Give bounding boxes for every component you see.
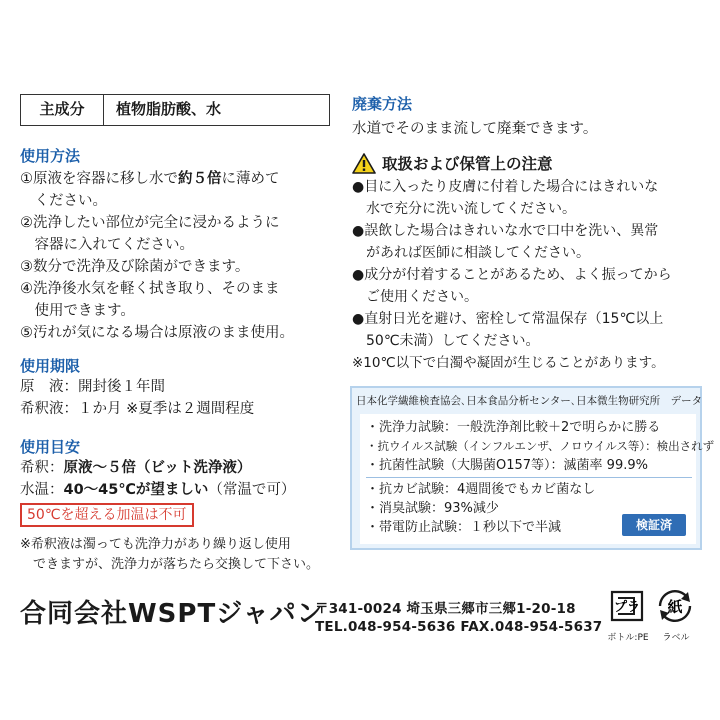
pla-label: ボトル:PE xyxy=(607,633,649,643)
caution-line-7: ●直射日光を避け、密栓して常温保存（15℃以上 xyxy=(352,311,664,327)
caution-line-5: ●成分が付着することがあるため、よく振ってから xyxy=(352,267,672,283)
pla-symbol: プラ xyxy=(613,600,641,615)
usage-line-5: ③数分で洗浄及び除菌ができます。 xyxy=(20,259,250,275)
paper-recycle-mark xyxy=(652,586,700,643)
caution-line-2: 水で充分に洗い流してください。 xyxy=(352,201,576,217)
company-address: 〒341-0024 埼玉県三郷市三郷1-20-18 xyxy=(315,601,576,617)
disposal-section xyxy=(352,94,597,140)
ingredients-box xyxy=(20,94,330,126)
paper-symbol: 紙 xyxy=(667,598,683,616)
verified-badge: 検証済 xyxy=(622,514,686,536)
disposal-heading: 廃棄方法 xyxy=(352,95,413,113)
paper-label: ラベル xyxy=(662,633,690,643)
usage-section xyxy=(20,146,294,344)
test-antibacterial: ・抗菌性試験（大腸菌O157等）：滅菌率 99.9% xyxy=(366,458,648,473)
usage-line-6: ④洗浄後水気を軽く拭き取り、そのまま xyxy=(20,281,280,297)
guide-section xyxy=(20,437,319,575)
ingredients-label: 主成分 xyxy=(21,95,104,125)
usage-line-1: ①原液を容器に移し水で約５倍に薄めて xyxy=(20,171,280,187)
caution-line-3: ●誤飲した場合はきれいな水で口中を洗い、異常 xyxy=(352,223,659,239)
test-divider xyxy=(366,477,692,478)
guide-temperature: 水温：40～45℃が望ましい（常温で可） xyxy=(20,482,296,498)
plastic-recycle-icon xyxy=(604,586,650,626)
company-name: 合同会社WSPTジャパン xyxy=(20,599,324,629)
usage-line-4: 容器に入れてください。 xyxy=(20,237,194,253)
paper-recycle-icon xyxy=(652,586,698,626)
test-cleaning: ・洗浄力試験：一般洗浄剤比較＋2で明らかに勝る xyxy=(366,420,661,435)
disposal-text: 水道でそのまま流して廃棄できます。 xyxy=(352,121,598,137)
period-line-2: 希釈液：１か月 ※夏季は２週間程度 xyxy=(20,401,255,417)
caution-heading: 取扱および保管上の注意 xyxy=(382,155,553,173)
caution-note: ※10℃以下で白濁や凝固が生じることがあります。 xyxy=(352,355,665,371)
caution-line-8: 50℃未満）してください。 xyxy=(352,333,540,349)
guide-note-1: ※希釈液は濁っても洗浄力があり繰り返し使用 xyxy=(20,537,291,552)
guide-heading: 使用目安 xyxy=(20,438,81,456)
temperature-warning: 50℃を超える加温は不可 xyxy=(20,503,194,527)
guide-note-2: できますが、洗浄力が落ちたら交換して下さい。 xyxy=(20,557,320,572)
period-heading: 使用期限 xyxy=(20,357,81,375)
test-antivirus: ・抗ウイルス試験（インフルエンザ、ノロウイルス等）：検出されず xyxy=(366,439,715,453)
company-phone: TEL.048-954-5636 FAX.048-954-5637 xyxy=(315,619,603,635)
usage-line-3: ②洗浄したい部位が完全に浸かるように xyxy=(20,215,280,231)
usage-line-8: ⑤汚れが気になる場合は原液のまま使用。 xyxy=(20,325,294,341)
period-line-1: 原 液：開封後１年間 xyxy=(20,379,165,395)
caution-section xyxy=(352,152,672,374)
ingredients-value: 植物脂肪酸、水 xyxy=(116,100,222,118)
usage-heading: 使用方法 xyxy=(20,147,81,165)
guide-dilution: 希釈：原液～５倍（ビット洗浄液） xyxy=(20,460,252,476)
caution-line-1: ●目に入ったり皮膚に付着した場合にはきれいな xyxy=(352,179,659,195)
caution-line-4: があれば医師に相談してください。 xyxy=(352,245,590,261)
test-antifungal: ・抗カビ試験：4週間後でもカビ菌なし xyxy=(366,482,596,497)
caution-line-6: ご使用ください。 xyxy=(352,289,478,305)
period-section xyxy=(20,356,254,420)
test-data-header: 日本化学繊維検査協会､日本食品分析センター､日本微生物研究所 データ xyxy=(356,395,703,407)
test-deodorant: ・消臭試験：93%減少 xyxy=(366,501,499,516)
pla-recycle-mark xyxy=(604,586,652,643)
usage-line-2: ください。 xyxy=(20,193,107,209)
test-antistatic: ・帯電防止試験：１秒以下で半減 xyxy=(366,520,562,535)
warning-icon xyxy=(352,153,376,174)
usage-line-7: 使用できます。 xyxy=(20,303,135,319)
